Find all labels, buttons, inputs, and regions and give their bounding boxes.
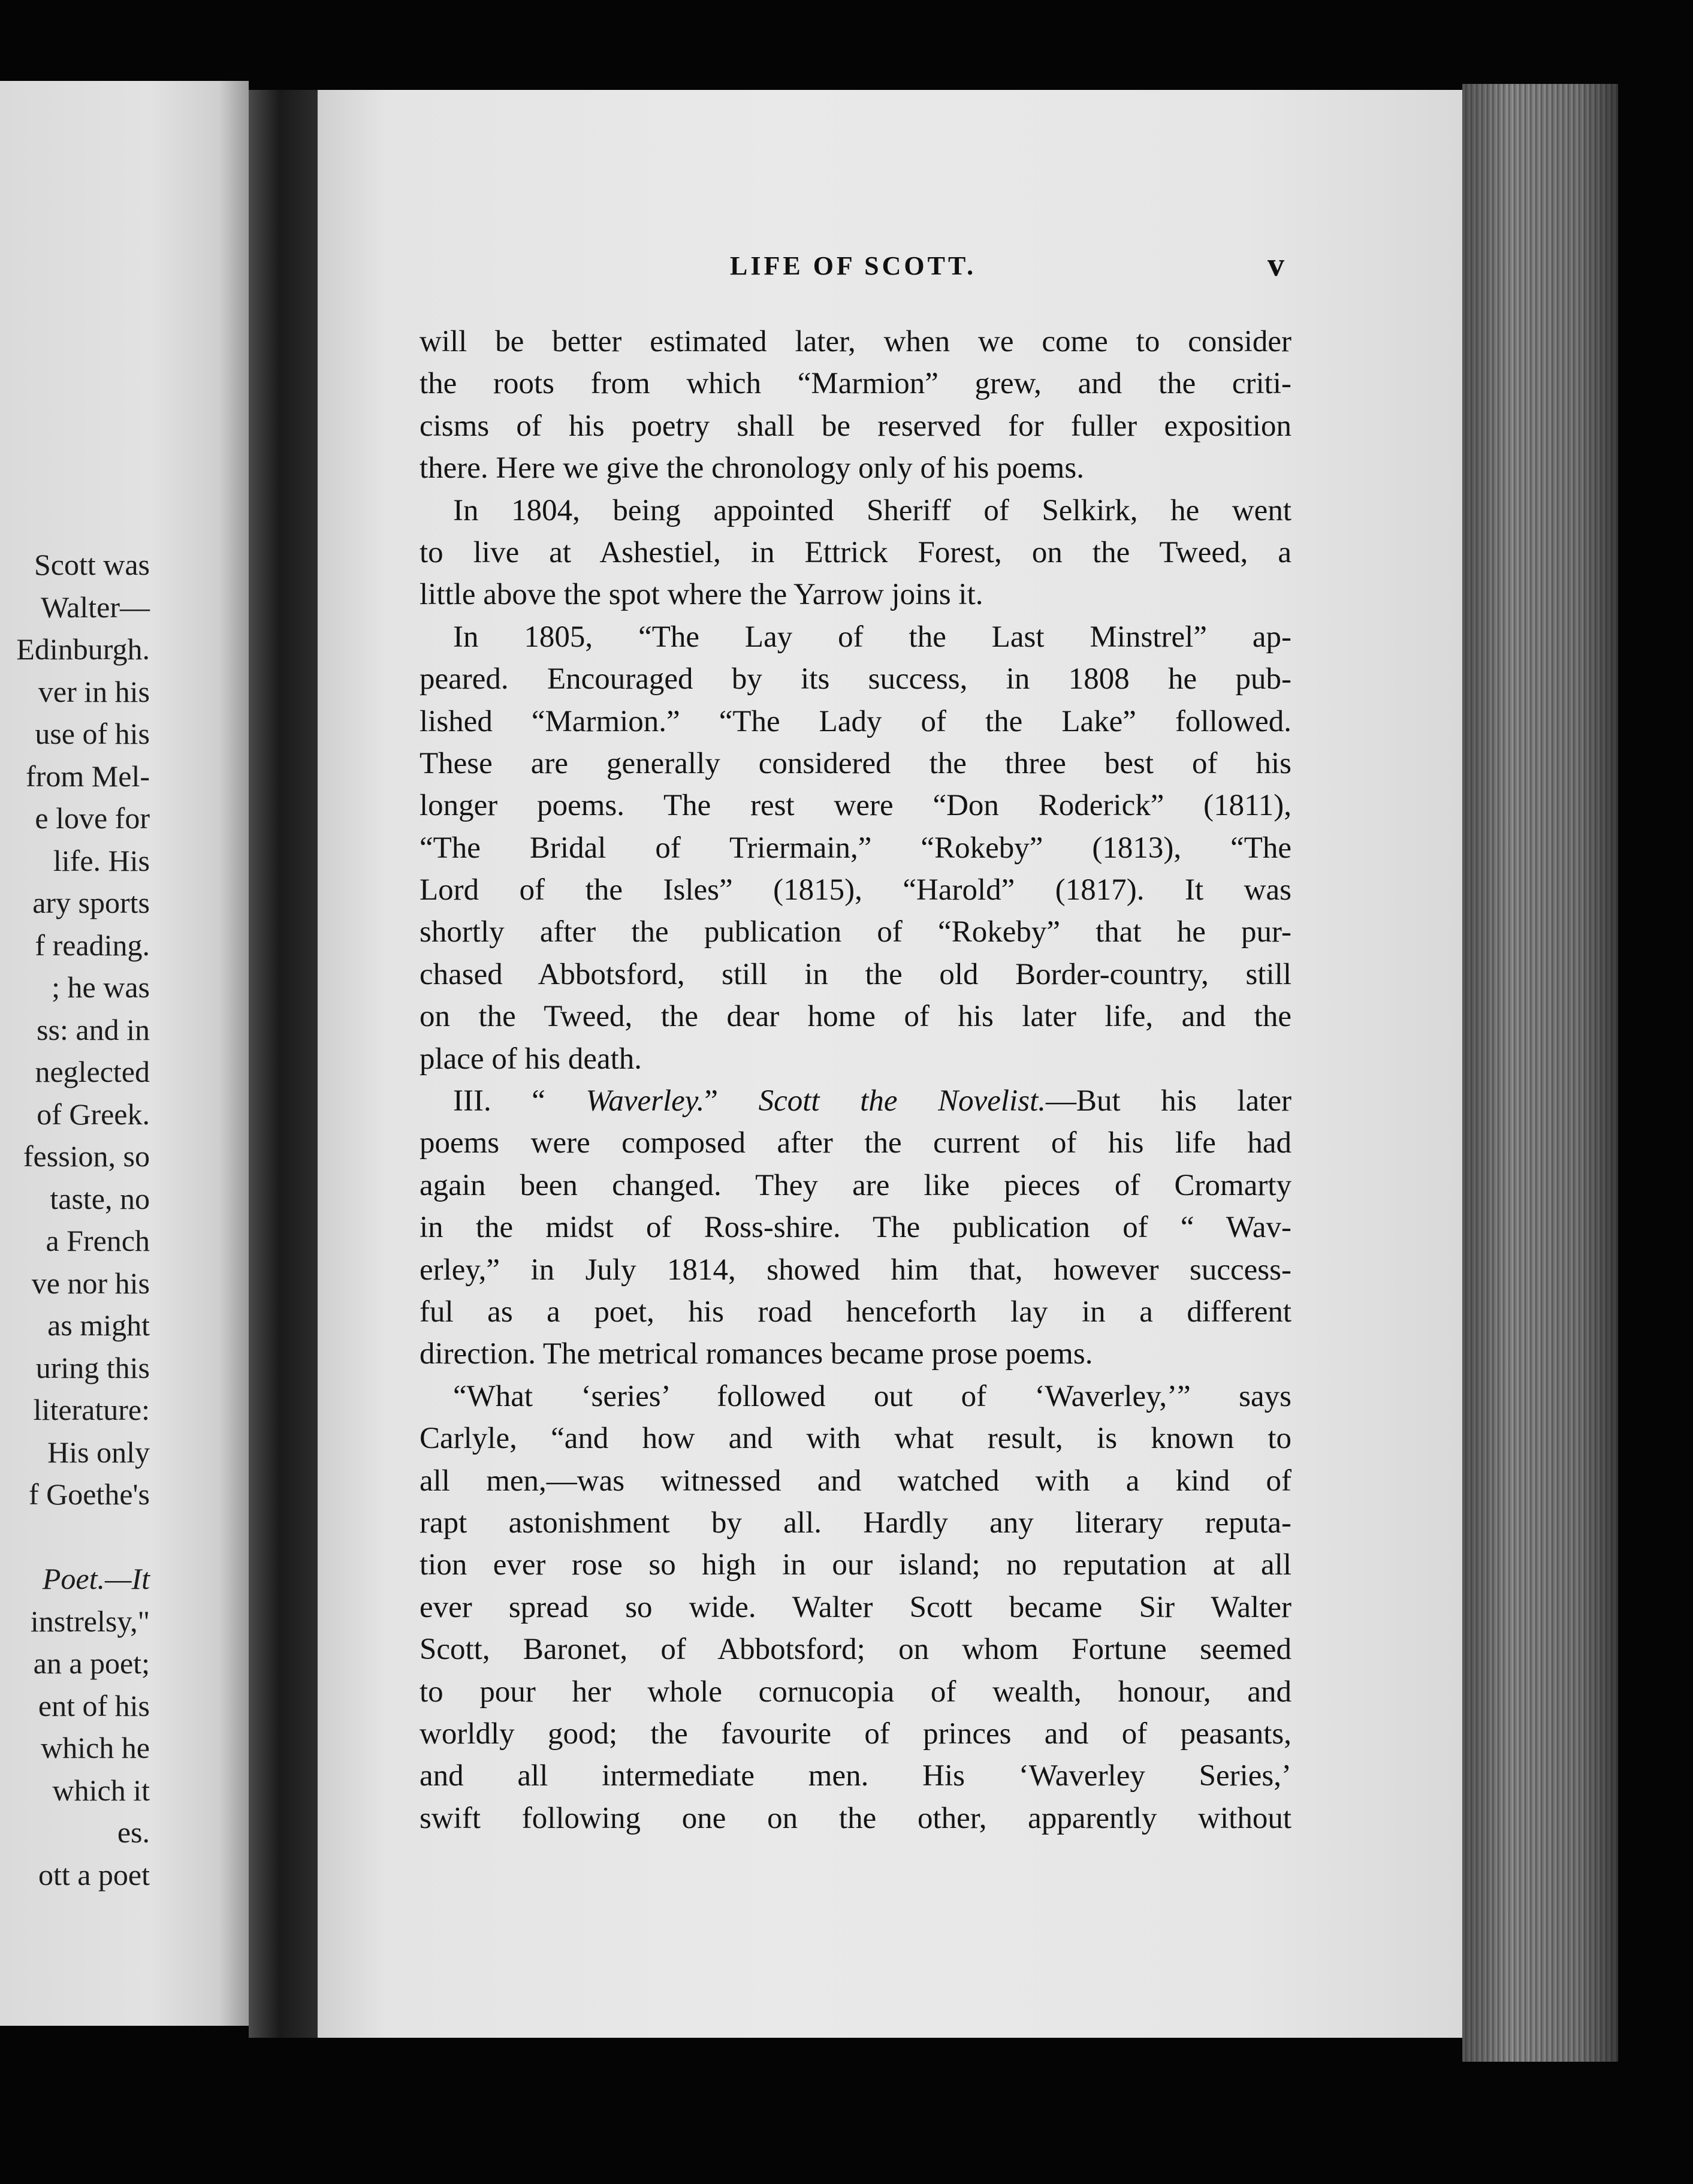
text-line: all men,—was witnessed and watched with a kind of — [420, 1464, 1291, 1498]
text-line: “The Bridal of Triermain,” “Rokeby” (1813), “The — [420, 831, 1291, 865]
left-line: ary sports — [32, 886, 150, 919]
left-line: an a poet; — [33, 1646, 150, 1680]
page-number: v — [1268, 246, 1284, 283]
text-line: These are generally considered the three best of his — [420, 746, 1291, 780]
text-line: swift following one on the other, apparently without — [420, 1801, 1291, 1835]
text-line: In 1805, “The Lay of the Last Minstrel” ap- — [453, 620, 1291, 654]
left-line: ve nor his — [31, 1266, 150, 1300]
left-line: from Mel- — [26, 759, 150, 793]
left-line: literature: — [33, 1393, 150, 1426]
left-line: f reading. — [35, 928, 150, 962]
text-line: and all intermediate men. His ‘Waverley Series,’ — [420, 1759, 1291, 1793]
section-heading-line: III. “ Waverley.” Scott the Novelist.—But his later — [453, 1084, 1291, 1118]
book-gutter — [249, 90, 318, 2038]
left-line: life. His — [53, 843, 150, 877]
text-line: In 1804, being appointed Sheriff of Selkirk, he went — [453, 493, 1291, 527]
left-line: Poet.—It — [42, 1562, 150, 1595]
body-text — [420, 321, 1291, 1839]
left-line: taste, no — [50, 1181, 150, 1215]
text-line: Lord of the Isles” (1815), “Harold” (1817). It was — [420, 873, 1291, 907]
left-line: use of his — [35, 717, 150, 750]
text-line: peared. Encouraged by its success, in 1808 he pub- — [420, 662, 1291, 696]
text-line: will be better estimated later, when we come to consider — [420, 325, 1291, 358]
text-line: place of his death. — [420, 1042, 642, 1076]
text-line: to live at Ashestiel, in Ettrick Forest, on the Tweed, a — [420, 535, 1291, 569]
left-line: Walter— — [40, 590, 150, 624]
text-line: again been changed. They are like pieces of Cromarty — [420, 1168, 1291, 1202]
text-line: the roots from which “Marmion” grew, and the criti- — [420, 367, 1291, 401]
left-line: ; he was — [52, 970, 150, 1004]
text-line: rapt astonishment by all. Hardly any literary reputa- — [420, 1506, 1291, 1540]
text-line: “What ‘series’ followed out of ‘Waverley,’” says — [453, 1379, 1291, 1413]
text-line: ful as a poet, his road henceforth lay in a different — [420, 1295, 1291, 1329]
text-line: longer poems. The rest were “Don Roderick” (1811), — [420, 789, 1291, 823]
text-line: to pour her whole cornucopia of wealth, honour, and — [420, 1675, 1291, 1709]
left-line: uring this — [35, 1350, 150, 1384]
text-line: worldly good; the favourite of princes and of peasants, — [420, 1717, 1291, 1751]
text-line: lished “Marmion.” “The Lady of the Lake” followed. — [420, 704, 1291, 738]
text-line: ever spread so wide. Walter Scott became Sir Walter — [420, 1590, 1291, 1624]
left-line: ott a poet — [38, 1857, 150, 1892]
text-line: poems were composed after the current of his life had — [420, 1126, 1291, 1160]
text-line: cisms of his poetry shall be reserved for fuller exposition — [420, 409, 1291, 443]
left-line — [0, 1516, 150, 1558]
left-line: ver in his — [38, 674, 150, 708]
left-line: ss: and in — [37, 1012, 150, 1046]
text-line: little above the spot where the Yarrow joins it. — [420, 578, 983, 612]
left-line: as might — [47, 1308, 150, 1342]
text-line: chased Abbotsford, still in the old Border-country, still — [420, 957, 1291, 991]
left-line: Edinburgh. — [16, 632, 150, 666]
left-line: f Goethe's — [28, 1477, 150, 1511]
text-line: Carlyle, “and how and with what result, is known to — [420, 1422, 1291, 1456]
left-line: instrelsy," — [30, 1604, 150, 1638]
left-line: which he — [41, 1731, 150, 1764]
text-line: direction. The metrical romances became prose poems. — [420, 1337, 1093, 1371]
left-line: a French — [46, 1224, 150, 1257]
text-line: there. Here we give the chronology only of his poems. — [420, 451, 1084, 485]
text-line: Scott, Baronet, of Abbotsford; on whom Fortune seemed — [420, 1633, 1291, 1667]
left-line: e love for — [35, 801, 150, 835]
left-line: which it — [52, 1773, 150, 1807]
left-line: ent of his — [38, 1688, 150, 1723]
left-page-text — [0, 544, 150, 1896]
left-line: of Greek. — [37, 1097, 150, 1131]
page-edges-shadow — [1462, 84, 1618, 2062]
text-line: erley,” in July 1814, showed him that, however success- — [420, 1253, 1291, 1287]
running-head: LIFE OF SCOTT. — [730, 251, 977, 280]
left-page — [0, 81, 249, 2026]
text-line: tion ever rose so high in our island; no reputation at all — [420, 1548, 1291, 1582]
left-line: His only — [47, 1435, 150, 1469]
text-line: shortly after the publication of “Rokeby” that he pur- — [420, 915, 1291, 949]
text-line: on the Tweed, the dear home of his later life, and the — [420, 1000, 1291, 1034]
text-line: in the midst of Ross-shire. The publication of “ Wav- — [420, 1211, 1291, 1245]
left-line: fession, so — [23, 1139, 150, 1173]
left-line: Scott was — [34, 548, 150, 581]
left-line: es. — [117, 1815, 150, 1849]
left-line: neglected — [35, 1055, 150, 1088]
